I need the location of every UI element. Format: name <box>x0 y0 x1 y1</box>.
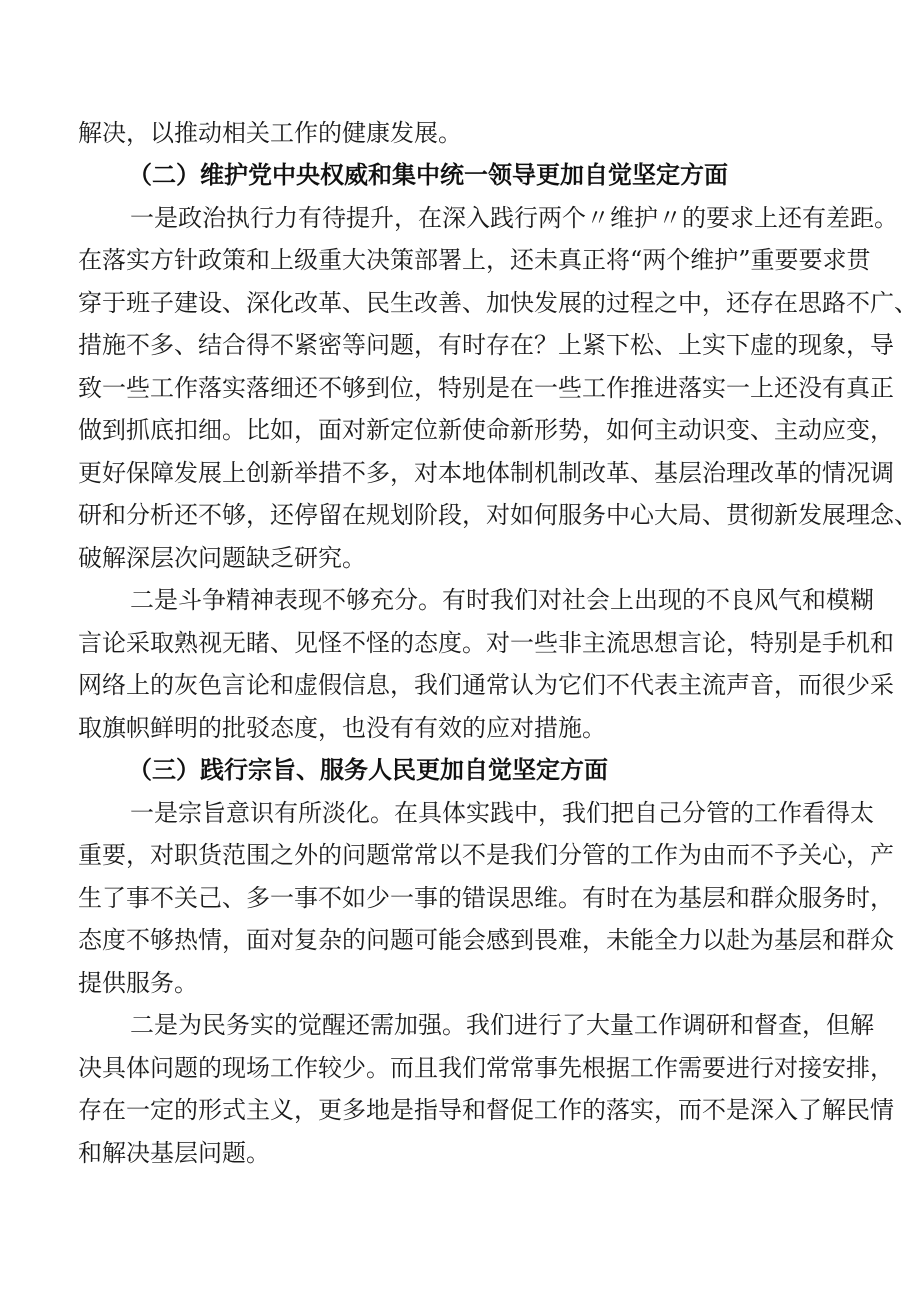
paragraph-line: 做到抓底扣细。比如，面对新定位新使命新形势，如何主动识变、主动应变， <box>78 416 894 444</box>
paragraph-line: 言论采取熟视无睹、见怪不怪的态度。对一些非主流思想言论，特别是手机和 <box>78 629 894 657</box>
paragraph-line: 穿于班子建设、深化改革、民生改善、加快发展的过程之中，还存在思路不广、 <box>78 289 918 317</box>
paragraph-line: 二是斗争精神表现不够充分。有时我们对社会上出现的不良风气和模糊 <box>130 586 874 614</box>
section-heading-2: （二）维护党中央权威和集中统一领导更加自觉坚定方面 <box>128 161 728 189</box>
paragraph-line: 致一些工作落实落细还不够到位，特别是在一些工作推进落实一上还没有真正 <box>78 374 894 402</box>
paragraph-line: 生了事不关己、多一事不如少一事的错误思维。有时在为基层和群众服务时， <box>78 884 894 912</box>
paragraph-line: 态度不够热情，面对复杂的问题可能会感到畏难，未能全力以赴为基层和群众 <box>78 926 894 954</box>
paragraph-line: 二是为民务实的觉醒还需加强。我们进行了大量工作调研和督查，但解 <box>130 1011 874 1039</box>
paragraph-line: 和解决基层问题。 <box>78 1139 270 1167</box>
paragraph-line: 取旗帜鲜明的批驳态度，也没有有效的应对措施。 <box>78 714 606 742</box>
paragraph-line: 提供服务。 <box>78 969 198 997</box>
paragraph-line: 一是宗旨意识有所淡化。在具体实践中，我们把自己分管的工作看得太 <box>130 799 874 827</box>
paragraph-line: 网络上的灰色言论和虚假信息，我们通常认为它们不代表主流声音，而很少采 <box>78 671 894 699</box>
section-heading-3: （三）践行宗旨、服务人民更加自觉坚定方面 <box>128 756 608 784</box>
paragraph-line: 一是政治执行力有待提升，在深入践行两个〃维护〃的要求上还有差距。 <box>130 204 898 232</box>
paragraph-line: 破解深层次问题缺乏研究。 <box>78 544 366 572</box>
paragraph-line: 研和分析还不够，还停留在规划阶段，对如何服务中心大局、贯彻新发展理念、 <box>78 501 918 529</box>
paragraph-line: 决具体问题的现场工作较少。而且我们常常事先根据工作需要进行对接安排， <box>78 1054 894 1082</box>
intro-last-line: 解决，以推动相关工作的健康发展。 <box>78 119 462 147</box>
paragraph-line: 更好保障发展上创新举措不多，对本地体制机制改革、基层治理改革的情况调 <box>78 459 894 487</box>
paragraph-line: 措施不多、结合得不紧密等问题，有时存在？上紧下松、上实下虚的现象，导 <box>78 331 894 359</box>
paragraph-line: 重要，对职货范围之外的问题常常以不是我们分管的工作为由而不予关心，产 <box>78 841 894 869</box>
paragraph-line: 在落实方针政策和上级重大决策部署上，还未真正将“两个维护”重要要求贯 <box>78 246 871 274</box>
paragraph-line: 存在一定的形式主义，更多地是指导和督促工作的落实，而不是深入了解民情 <box>78 1096 894 1124</box>
